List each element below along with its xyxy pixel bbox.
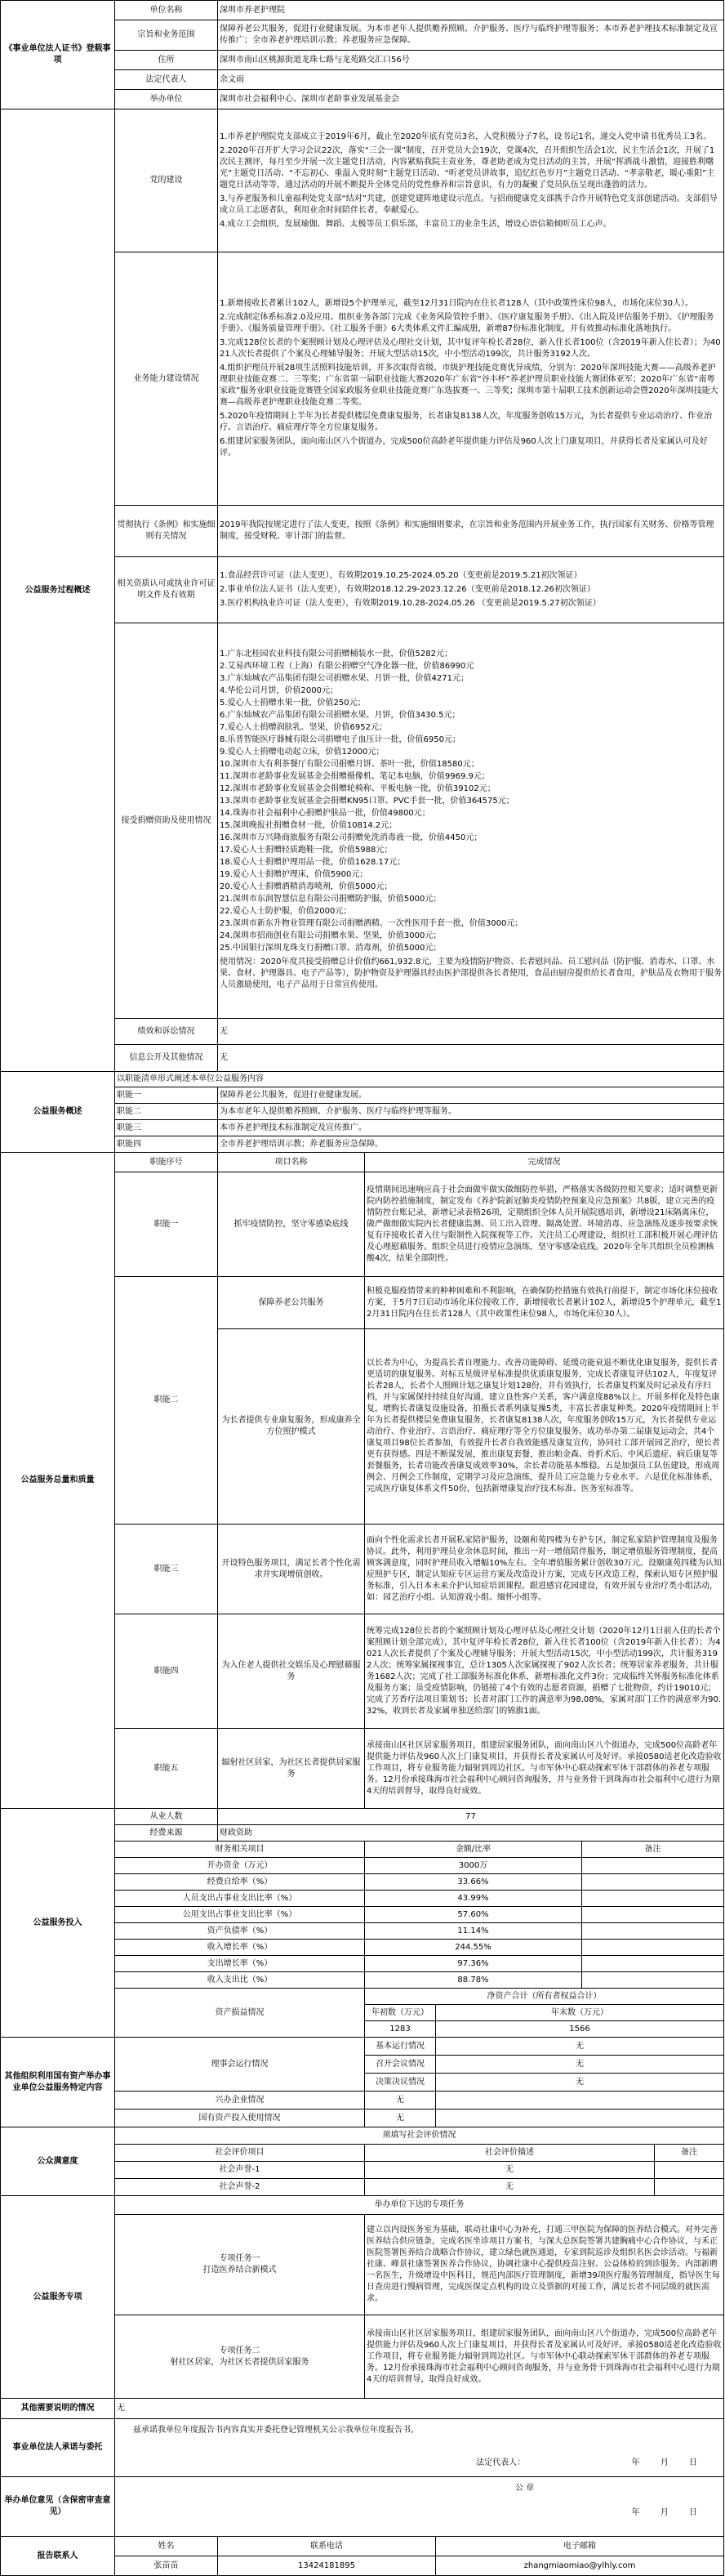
satisfaction-desc: 无: [365, 2162, 655, 2179]
sponsor-opinion-section-label: 举办单位意见（含保密审查意见）: [1, 2477, 115, 2537]
special-task-result: 建立以内设医务室为基础，联动社康中心为补充，打通三甲医院为保障的医养结合模式。对外完善医养结合供应链条，完成名医坐诊项目方案书，与深大总医院签署共建胸痛中心合作协议，与禾正医院签署医养结合战略合作协议，建立绿色就医通道，专家到院巡诊及组织名医会诊活动。与福新社康、峰景社康签署医养合作协议，协调社康中心提供疫苗注射、公益体检的到诊服务。内部新聘一名医生，升级增设中医科目，规范内部医疗管理制度，新增39项医疗服务管理制度，指导医生每日查房进行慢病管理，完成医保定点机构的设立及票据的对接工作，满足长者不同层级的就医需求。: [365, 2215, 724, 2315]
address-label: 住所: [115, 51, 218, 70]
capacity-content: [218, 252, 724, 506]
overview-section-label: 公益服务概述: [1, 1072, 115, 1153]
quality-seq: 职能二: [115, 1277, 218, 1525]
process-section-label: 公益服务过程概述: [1, 109, 115, 1072]
contact-header-email: 电子邮箱: [436, 2537, 724, 2556]
satisfaction-title: 须填写社会评价情况: [115, 2127, 724, 2145]
board-item-label: 基本运行情况: [365, 2038, 436, 2056]
contact-phone: 13424181895: [218, 2556, 436, 2576]
donation-item: 21.深圳市东润智慧信息有限公司捐赠防护服，价值5000元；: [220, 895, 442, 904]
staff-label: 从业人数: [115, 1809, 218, 1825]
capacity-para-3: 3.完成128位长者的个案照顾计划及心理评估及心理社交计划，其中复评年检长者28位，新入住长者100位（含2019年新入住长者）；为4021人次长者提供了个案及心理辅导服务；开展大型活动15次，中小型活动199次，共计服务3192人次。: [220, 338, 721, 359]
quality-result: 积极克服疫情带来的种种困难和不利影响，在确保防控措施有效执行前提下，制定市场化床位接收方案，于5月7日启动市场化床位接收工作，新增接收长者累计102人，新增设5个护理单元，截至12月31日院内在住长者128人（其中政策性床位98人，市场化床位30人）。: [365, 1277, 724, 1329]
function-value: 全市养老护理培训示教；养老服务应急保障。: [218, 1136, 724, 1153]
donation-item: 23.深圳市新东升物业管理有限公司捐赠酒精、一次性医用手套一批，价值3000元；: [220, 919, 523, 928]
commitment-year: 年: [631, 2458, 640, 2467]
unit-name-label: 单位名称: [115, 1, 218, 20]
finance-item: 经费自给率（%）: [115, 1874, 365, 1891]
licenses-label: 相关资质认可或执业许可证明文件及有效期: [115, 557, 218, 623]
quality-seq: 职能五: [115, 1729, 218, 1809]
assets-end-label: 年末数（万元）: [436, 2005, 724, 2021]
finance-amount: 244.55%: [365, 1940, 582, 1956]
party-para-2: 2.2020年召开扩大学习会议22次，落实“三会一课”制度，召开党员大会19次，党课4次，召开组织生活会1次，民主生活会1次，开展了1次民主测评，每月至少开展一次主题党日活动，内容紧贴我院主责业务，尊老助老成为党日活动的主旨，开展“挥洒战斗激情，迎接胜利曙光”主题党日活动、“不忘初心、重温入党时刻”主题党日活动、“听老党员讲故事，追忆红色岁月”主题党日活动、“孝亲敬老，暖心重阳”主题党日活动等等，通过活动的开展不断提升全体党员的党性修养和宗旨意识，有力的凝聚了党员队伍呈现出蓬勃的活力。: [220, 145, 715, 190]
donation-item: 9.爱心人士捐赠电动起立床，价值12000元；: [220, 748, 385, 757]
quality-header-row: [1, 1153, 724, 1172]
satisfaction-section-label: 公众满意度: [1, 2127, 115, 2196]
board-item-value: 无: [436, 2056, 724, 2074]
finance-note: [582, 1956, 724, 1972]
sponsor-year: 年: [631, 2508, 640, 2517]
function-label: 职能四: [115, 1136, 218, 1153]
donations-label: 接受捐赠资助及使用情况: [115, 623, 218, 1019]
satisfaction-desc: 无: [365, 2179, 655, 2196]
donation-item: 14.珠海市社会福利中心捐赠护肤品一批，价值49800元；: [220, 809, 430, 818]
party-para-1: 1.市养老护理院党支部成立于2019年6月，截止至2020年底有党员3名，入党积极分子7名，设书记1名，递交入党申请书优秀员工3名。: [220, 132, 712, 141]
satisfaction-header-desc: 社会评价描述: [365, 2145, 655, 2162]
quality-header-project: 项目名称: [218, 1153, 365, 1172]
party-para-4: 4.成立工会组织，发展瑜伽、舞蹈、太极等员工俱乐部，丰富员工的业余生活，增设心语信箱倾听员工心声。: [220, 219, 612, 229]
donation-item: 10.深圳市大有利茶餐厅有限公司捐赠月饼、茶叶一批，价值18580元；: [220, 760, 479, 769]
quality-result: 面向个性化需求长者开展私家陪护服务，设颐和苑四楼为专护专区，制定私家陪护管理制度及服务协议。此外，利用护理员业余休息时间，推出一对一增值陪伴服务，制定增值服务管理制度，提高顾客满意度，同时护理员收入增幅10%左右。全年增值服务累计创收30万元。设颐康苑四楼为认知症照护专区，制定认知症专区运营方案及改造设计方案，完成专区改造工程，探索认知专区照护服务标准，引入日本未来介护认知症培训课程。跟进感官花园建设，有效开展专业治疗类小组活动，如：园艺治疗小组、认知游戏小组、缅怀小组等。: [365, 1525, 724, 1614]
capacity-para-4: 4.组织护理员开展28项生活照料技能培训，并多次取得省级、市级护理技能竞赛优异成绩，分别为：2020年深圳技能大赛——高级养老护理职业技能竞赛二、三等奖；广东省第一届职业技能大赛2020年广东省“谷丰杯”养老护理员职业技能大赛团体亚军；2020年广东省“南粤家政”服务业职业技能竞赛暨全国家政服务业职业技能竞赛广东选拔赛一、三等奖；深圳市第十届职工技术创新运动会暨2020年深圳技能大赛—高级养老护理职业技能竞赛二等奖。: [220, 364, 718, 407]
commitment-month: 月: [660, 2458, 669, 2467]
finance-amount: 97.36%: [365, 1956, 582, 1972]
board-item-label: 决策决议情况: [365, 2074, 436, 2092]
quality-project: 为入住老人提供社交娱乐及心理慰藉服务: [218, 1614, 365, 1729]
donation-item: 1.广东北桂园农业科技有限公司捐赠桶装水一批，价值5282元；: [220, 650, 452, 659]
function-value: 保障养老公共服务，促进行业健康发展。: [218, 1087, 724, 1104]
function-label: 职能二: [115, 1104, 218, 1120]
commitment-section-label: 事业单位法人承诺与委托: [1, 2419, 115, 2477]
donation-item: 2.艾易西环境工程（上海）有限公捐赠空气净化器一批，价值86990元: [220, 662, 474, 671]
sponsor-opinion-row: [1, 2477, 724, 2537]
donation-item: 18.爱心人士捐赠护理用品一批，价值1628.17元；: [220, 858, 406, 867]
funding-value: 财政资助: [218, 1825, 724, 1842]
state-assets-label: 国有资产投入使用情况: [115, 2109, 365, 2127]
contact-section-label: 报告联系人: [1, 2537, 115, 2576]
finance-item: 收入增长率（%）: [115, 1940, 365, 1956]
special-task-name: [115, 2315, 365, 2399]
sponsor-day: 日: [689, 2508, 697, 2517]
contact-email: zhangmiaomiao@ylhly.com: [436, 2556, 724, 2576]
capacity-para-5: 5.2020年疫情期间上半年为长者提供楼层免费康复服务，长者康复8138人次，年度服务创收15万元，为长者提供专业运动治疗、作业治疗、言语治疗、痛症理疗等全方位康复服务。: [220, 412, 713, 432]
function-value: 为本市老年人提供赡养照顾、介护服务、医疗与临终护理等服务。: [218, 1104, 724, 1120]
other-notes-row: [1, 2399, 724, 2419]
quality-result: 疫情期间迅速响应高于社会面做牢做实做细防控举措，严格落实各级防控相关要求；适时调整更新院内防控措施制度，制定发布《养护院新冠肺炎疫情防控预案及应急预案》共8版，建立完善的疫情防控台账记录，新增记录表格26项，定期组织全体人员开展院感培训，新增设21床隔离床位，做严做细做实院内长者健康监测、员工出入管理、隔离处置、环境消毒、应急演练及逐步按要求恢复有序接收长者入住与限制性入院探视等工作。关注员工心理建设，组织社工部积极开展心理评估及心理慰藉服务。组织全员进行疫情应急演练，坚守零感染底线。2020年全年共组织全员检测核酸4次，结果全部阴性。: [365, 1172, 724, 1277]
satisfaction-title-row: [1, 2127, 724, 2145]
overview-intro: 以职能清单形式阐述本单位公益服务内容: [115, 1072, 724, 1087]
sponsor-month: 月: [660, 2508, 669, 2517]
finance-header-amount: 金额/比率: [365, 1842, 582, 1858]
contact-header-name: 姓名: [115, 2537, 218, 2556]
finance-amount: 57.60%: [365, 1907, 582, 1923]
official-seal-label: 公 章: [515, 2484, 535, 2493]
quality-project: 抓牢疫情防控，坚守零感染底线: [218, 1172, 365, 1277]
commitment-day: 日: [689, 2458, 697, 2467]
commitment-sign-line: [117, 2458, 722, 2469]
investment-section-label: 公益服务投入: [1, 1809, 115, 2038]
contact-name: 张苗苗: [115, 2556, 218, 2576]
license-item-3: 3.医疗机构执业许可证（法人变更），有效期2019.10.28-2024.05.26 （变更前是2019.5.27初次领证）: [220, 599, 601, 608]
finance-item: 人员支出占事业支出比率（%）: [115, 1891, 365, 1907]
special-task-name: [115, 2215, 365, 2315]
donation-item: 25.中国银行深圳龙珠支行捐赠口罩、消毒剂，价值5000元；: [220, 944, 442, 953]
contact-header-row: [1, 2537, 724, 2556]
board-row: [1, 2038, 724, 2056]
function-label: 职能一: [115, 1087, 218, 1104]
state-assets-note: [436, 2109, 724, 2127]
finance-header-note: 备注: [582, 1842, 724, 1858]
capacity-para-6: 6.组建居家服务团队，面向南山区八个街道办，完成500位高龄老年提供能力评估及960人次上门康复项目，并获得长者及家属认可及好评。: [220, 437, 708, 458]
staff-value: 77: [218, 1809, 724, 1825]
overview-intro-row: [1, 1072, 724, 1087]
donation-item: 12.深圳市老龄事业发展基金会捐赠轮椅称、平板电脑一批，价值39102元；: [220, 784, 496, 793]
party-building-row: [1, 109, 724, 252]
funding-label: 经费来源: [115, 1825, 218, 1842]
board-item-value: 无: [436, 2038, 724, 2056]
donation-item: 3.广东灿城农产品集团有限公司捐赠水果、月饼一批，价值4271元；: [220, 674, 469, 683]
address-value: 深圳市南山区桃源街道龙珠七路与龙苑路交汇口56号: [218, 51, 724, 70]
quality-project: 开设特色服务项目，满足长者个性化需求并实现增值创收。: [218, 1525, 365, 1614]
satisfaction-header-note: 备注: [655, 2145, 724, 2162]
licenses-content: [218, 557, 724, 623]
special-task-subtitle: 打造医养结合新模式: [202, 2266, 277, 2275]
license-item-1: 1.食品经营许可证（法人变更），有效期2019.10.25-2024.05.20（变更前是2019.5.21初次领证）: [220, 571, 582, 580]
satisfaction-note: [655, 2162, 724, 2179]
donation-item: 8.乐普智能医疗器械有限公司捐赠电子血压计一批，价值6950元；: [220, 735, 460, 744]
finance-note: [582, 1972, 724, 1989]
disclosure-value: 无: [218, 1045, 724, 1072]
special-task-subtitle: 射社区居家，为社区长者提供居家服务: [170, 2357, 309, 2367]
donation-usage: 使用情况：2020年度共接受捐赠总计价值约661,932.8元，主要为疫情防护物资、长者慰问品、员工慰问品（防护服、消毒水、口罩、水果、食材、护理器具、电子产品等），防护物资及护理器具经由医护部提供各长者使用，食品由厨房提供给长者食用，护肤品及衣物用于服务人员激励使用，电子产品用于日常宣传使用。: [220, 958, 722, 989]
donation-item: 13.深圳市老龄事业发展基金会捐赠KN95口罩、PVC手套一批，价值364575元；: [220, 797, 514, 806]
quality-project: 辐射社区居家，为社区长者提供居家服务: [218, 1729, 365, 1809]
donation-item: 16.深圳市万兴隆商旅服务有限公司捐赠免洗消毒液一批，价值4450元；: [220, 833, 483, 842]
legal-rep-sign-label: 法定代表人：: [476, 2458, 526, 2467]
sponsor-opinion-content: [115, 2477, 724, 2537]
quality-header-result: 完成情况: [365, 1153, 724, 1172]
other-org-section-label: 其他组织利用国有资产举办事业单位公益服务特定内容: [1, 2038, 115, 2127]
board-label: 理事会运行情况: [115, 2038, 365, 2092]
assets-header: 净资产合计（所有者权益合计）: [365, 1989, 724, 2005]
donation-item: 11.深圳市老龄事业发展基金会捐赠摄像机、笔记本电脑，价值9969.9元；: [220, 772, 490, 781]
regulation-value: 2019年我院按规定进行了法人变更，按照《条例》和实施细则要求，在宗旨和业务范围内开展业务工作，执行国家有关财务、价格等管理制度，接受财税、审计部门的监督。: [218, 506, 724, 557]
donation-item: 15.深圳晚报社捐赠食材一批，价值10814.2元；: [220, 821, 398, 830]
sponsor-value: 深圳市社会福利中心、深圳市老龄事业发展基金会: [218, 90, 724, 109]
donation-item: 24.深圳市招商创业有限公司捐赠水果、坚果，价值3000元；: [220, 931, 442, 940]
assets-begin-label: 年初数（万元）: [365, 2005, 436, 2021]
satisfaction-item: 社会声誉-1: [115, 2162, 365, 2179]
commitment-content: [115, 2419, 724, 2477]
contact-header-phone: 联系电话: [218, 2537, 436, 2556]
special-section-label: 公益服务专项: [1, 2196, 115, 2399]
special-task-result: 承接南山区社区居家服务项目，组建居家服务团队，面向南山区八个街道办，完成500位高龄老年提供能力评估及960人次上门康复项目，并获得长者及家属认可及好评。承接0580适老化改造验收工作项目，将专业服务能力辐射到周边社区。与市军休中心联动探索军休干部群体的养老专项服务。12月份承接珠海市社会福利中心顾问咨询服务，并与业务骨干到珠海市社会福利中心进行为期4天的培训督导，取得良好成效。: [365, 2315, 724, 2399]
assets-label: 资产损益情况: [115, 1989, 365, 2038]
finance-amount: 88.78%: [365, 1972, 582, 1989]
special-task-title: 专项任务一: [219, 2254, 260, 2263]
donation-item: 5.爱心人士捐赠水果一批，价值250元；: [220, 699, 366, 708]
regulation-label: 贯彻执行《条例》和实施细则有关情况: [115, 506, 218, 557]
finance-note: [582, 1874, 724, 1891]
scope-label: 宗旨和业务范围: [115, 20, 218, 51]
assets-begin-value: 1283: [365, 2021, 436, 2038]
disclosure-label: 信息公开及其他情况: [115, 1045, 218, 1072]
commitment-row: [1, 2419, 724, 2477]
other-notes-label: 其他需要说明的情况: [1, 2399, 115, 2419]
finance-item: 收入支出比（%）: [115, 1972, 365, 1989]
capacity-para-1: 1.新增接收长者累计102人，新增设5个护理单元，截至12月31日院内在住长者128人（其中政策性床位98人，市场化床位30人）。: [220, 299, 693, 308]
finance-note: [582, 1940, 724, 1956]
finance-amount: 3000万: [365, 1858, 582, 1874]
quality-seq: 职能一: [115, 1172, 218, 1277]
quality-project: 为长者提供专业康复服务，形成康养全方位照护模式: [218, 1329, 365, 1525]
assets-end-value: 1566: [436, 2021, 724, 2038]
performance-value: 无: [218, 1019, 724, 1045]
finance-amount: 43.99%: [365, 1891, 582, 1907]
party-building-content: [218, 109, 724, 252]
scope-value: 保障养老公共服务，促进行业健康发展。为本市老年人提供赡养照顾、介护服务、医疗与临终护理等服务；本市养老护理技术标准制定及宣传推广；全市养老护理培训示教；养老服务应急保障。: [218, 20, 724, 51]
donation-item: 4.华伦公司月饼，价值2000元；: [220, 686, 338, 695]
finance-item: 开办资金（万元）: [115, 1858, 365, 1874]
party-building-label: 党的建设: [115, 109, 218, 252]
quality-result: 承接南山区社区居家服务项目，组建居家服务团队，面向南山区八个街道办，完成500位高龄老年提供能力评估及960人次上门康复项目，并获得长者及家属认可及好评。承接0580适老化改造验收工作项目，将专业服务能力辐射到周边社区。与市军休中心联动探索军休干部群体的养老专项服务。12月份承接珠海市社会福利中心顾问咨询服务，并与业务骨干到珠海市社会福利中心进行为期4天的培训督导，取得良好成效。: [365, 1729, 724, 1809]
satisfaction-item: 社会声誉-2: [115, 2179, 365, 2196]
license-item-2: 2.事业单位法人证书（法人变更），有效期2018.12.29-2023.12.26（变更前是2018.12.26初次领证）: [220, 585, 595, 594]
function-label: 职能三: [115, 1120, 218, 1136]
finance-note: [582, 1907, 724, 1923]
quality-project: 保障养老公共服务: [218, 1277, 365, 1329]
quality-seq: 职能三: [115, 1525, 218, 1614]
special-task-title: 专项任务二: [219, 2346, 260, 2355]
quality-header-seq: 职能序号: [115, 1153, 218, 1172]
enterprise-note: [436, 2092, 724, 2109]
board-item-label: 召开会议情况: [365, 2056, 436, 2074]
performance-label: 绩效和诉讼情况: [115, 1019, 218, 1045]
board-item-value: 无: [436, 2074, 724, 2092]
finance-item: 支出增长率（%）: [115, 1956, 365, 1972]
unit-name-value: 深圳市养老护理院: [218, 1, 724, 20]
sponsor-date-line: [117, 2507, 722, 2519]
donation-item: 22.爱心人士防护服，价值2000元；: [220, 907, 352, 916]
legal-rep-value: 余文雨: [218, 70, 724, 90]
finance-note: [582, 1891, 724, 1907]
finance-note: [582, 1923, 724, 1940]
finance-amount: 11.14%: [365, 1923, 582, 1940]
commitment-text: 兹承诺我单位年度报告书内容真实并委托登记管理机关公示我单位年度报告书。: [133, 2426, 419, 2435]
legal-rep-label: 法定代表人: [115, 70, 218, 90]
donation-item: 19.爱心人士捐赠护理床，价值5900元；: [220, 870, 368, 879]
donation-item: 17.爱心人士捐赠轻质跑鞋一批，价值5988元；: [220, 846, 393, 855]
state-assets-value: 无: [365, 2109, 436, 2127]
satisfaction-note: [655, 2179, 724, 2196]
quality-section-label: 公益服务总量和质量: [1, 1153, 115, 1809]
registration-row-name: [1, 1, 724, 20]
sponsor-label: 举办单位: [115, 90, 218, 109]
enterprise-label: 兴办企业情况: [115, 2092, 365, 2109]
donations-content: [218, 623, 724, 1019]
capacity-label: 业务能力建设情况: [115, 252, 218, 506]
enterprise-value: 无: [365, 2092, 436, 2109]
special-title: 举办单位下达的专项任务: [115, 2196, 724, 2215]
finance-note: [582, 1858, 724, 1874]
party-para-3: 3.与养老服务和儿童福利处党支部“结对”共建，创建党建阵地建设示范点。与招商健康党支部携手合作开展特色党支部创建活动。支部倡导成立员工志愿者队，利用业余时间陪伴长者，奉献爱心。: [220, 194, 718, 215]
quality-result: 以长者为中心，为提高长者自理能力、改善功能障碍、延缓功能衰退不断优化康复服务，提供长者更适切的康复服务。对标五星级评星标准提供优质康复服务，完成长者康复评估102人，年度复评长者28人，长者个人照顾计划之康复计划128份，并有效执行，长者康复档案及时记录及有序归档，并与家属保持持续良好沟通，建立良性客户关系，客户满意度88%以上。开展多样化及特色康复，增购长者康复设施设备，拍摄长者系列康复操5类，丰富长者康复种类。2020年疫情期间上半年为长者提供楼层免费康复服务，长者康复8138人次，年度服务创收15万元，为长者提供专业运动治疗、作业治疗、言语治疗、痛症理疗等全方位康复服务。成功举办第二届康复运动会，共4个康复项目98位长者参加，有效提升长者自我效能感及康复宣传，协同社工部开展园艺治疗，使长者更有获得感。四是不断谋发展，推出康复套餐，推出帕金森、骨折术后、中风后遗症、病后康复等套餐服务，长者功能改善康复成效率30%，余长者功能基本维稳。五是加强员工队伍建设，形成周例会、月例会工作制度，定期学习及应急演练，提升员工应急能力专业水平。六是优化标准体系，完成医疗康复体系文件50份，包括新增康复治疗技术标准、医务室标准等。: [365, 1329, 724, 1525]
capacity-para-2: 2.完成制定体系标准2.0及应用。组织业务各部门完成《业务风险管控手册》、《医疗康复服务手册》、《出入院及评估服务手册》、《护理服务手册》、《服务质量管理手册》、《社工服务手册》6大类体系文件汇编成册，新增87份标准化制度，并有效推动标准化落地执行。: [220, 313, 714, 333]
special-title-row: [1, 2196, 724, 2215]
satisfaction-header-item: 社会评价项目: [115, 2145, 365, 2162]
quality-result: 统筹完成128位长者的个案照顾计划及心理评估及心理社交计划（2020年12月1日前入住的长者个案照顾计划全部完成），其中复评年检长者28位，新入住长者100位（含2019年新入住长者）；为4021人次长者提供了个案及心理辅导服务；开展大型活动15次，中小型活动199次，共计服务3192人次；统筹家属探视事宜，总计1305人次家属探视了902人次长者；统筹居家养老服务，共计服务1682人次；完成了社工部服务标准化体系，新增标准化文件3份；完成临终关怀服务标准化体系及服务方案；虽受疫情影响，仍链接了4个有效的志愿者资源，捐赠了七批物资，约计19010元；完成了芳香疗法项目策划书；长者对部门工作的满意率为98.08%，家属对部门工作的满意率为90.32%，收到长者及家属单独送给部门的锦旗1面。: [365, 1614, 724, 1729]
donation-item: 7.爱心人士捐赠润肤乳、坚果，价值6952元；: [220, 723, 387, 732]
staff-row: [1, 1809, 724, 1825]
finance-item: 公用支出占事业支出比率（%）: [115, 1907, 365, 1923]
registration-section-label: 《事业单位法人证书》登载事项: [1, 1, 115, 109]
function-value: 本市养老护理技术标准制定及宣传推广。: [218, 1120, 724, 1136]
finance-amount: 33.66%: [365, 1874, 582, 1891]
finance-item: 资产负债率（%）: [115, 1923, 365, 1940]
other-notes-value: 无: [115, 2399, 724, 2419]
donation-item: 20.爱心人士捐赠酒精消毒喷剂，价值5000元；: [220, 882, 393, 891]
donation-item: 6.广东灿城农产品集团有限公司捐赠水果、月饼，价值3430.5元；: [220, 711, 460, 720]
finance-header-item: 财务相关项目: [115, 1842, 365, 1858]
quality-seq: 职能四: [115, 1614, 218, 1729]
